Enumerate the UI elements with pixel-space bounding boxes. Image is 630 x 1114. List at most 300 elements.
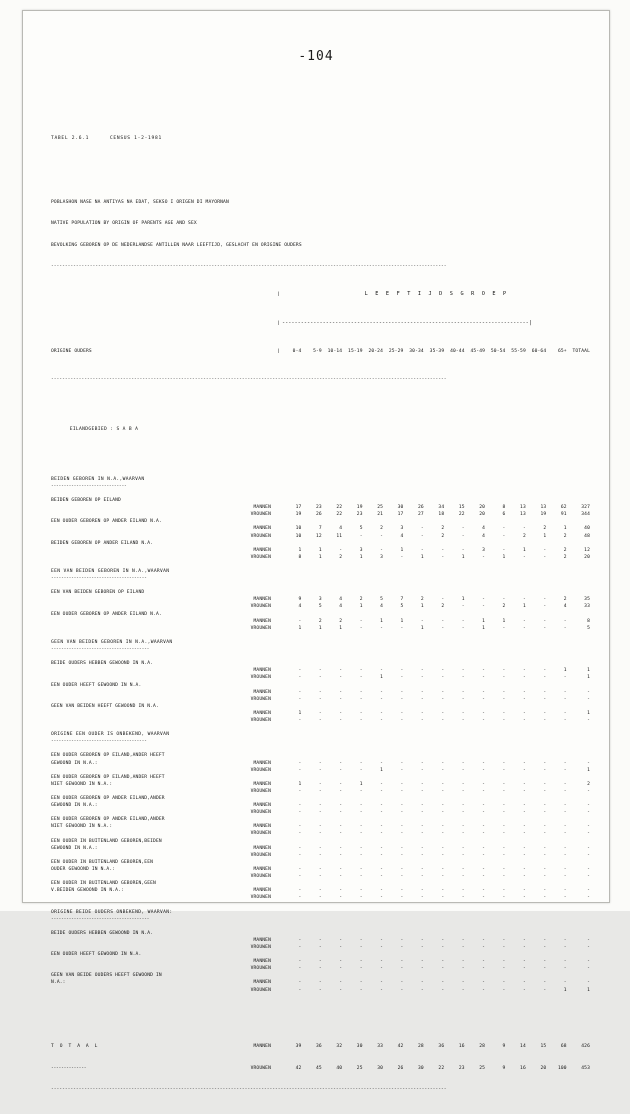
female-cell: - bbox=[420, 874, 424, 880]
column-header: 50-54 bbox=[490, 349, 506, 355]
group-label-line: BEIDEN GEBOREN OP ANDER EILAND N.A. bbox=[51, 540, 154, 546]
male-cell: 5 bbox=[359, 526, 363, 532]
male-cell: - bbox=[359, 980, 363, 986]
female-cell: - bbox=[482, 895, 486, 901]
female-cell: - bbox=[339, 831, 343, 837]
female-cell: - bbox=[482, 944, 486, 950]
male-cell: - bbox=[563, 618, 567, 624]
total-male-cell: 33 bbox=[377, 1044, 384, 1050]
male-cell: - bbox=[522, 888, 526, 894]
data-row-female bbox=[51, 987, 591, 994]
title-dutch: BEVOLKING GEBOREN OP DE NEDERLANDSE ANTILLEN NAAR LEEFTIJD, GESLACHT EN ORIGINE OUDERS bbox=[51, 242, 302, 248]
male-cell: 2 bbox=[339, 618, 343, 624]
female-cell: - bbox=[441, 895, 445, 901]
male-cell: 12 bbox=[584, 547, 590, 553]
male-cell: - bbox=[441, 760, 445, 766]
section-underline: --------------------------------------- bbox=[51, 916, 150, 922]
female-cell: - bbox=[380, 874, 384, 880]
male-cell: - bbox=[380, 689, 384, 695]
female-cell: - bbox=[318, 696, 322, 702]
female-cell: - bbox=[420, 831, 424, 837]
data-row-female bbox=[51, 674, 591, 681]
male-cell: - bbox=[543, 845, 547, 851]
data-row-female bbox=[51, 852, 591, 859]
male-cell: 15 bbox=[458, 505, 465, 511]
male-cell: - bbox=[543, 980, 547, 986]
female-cell: - bbox=[420, 717, 424, 723]
male-cell: - bbox=[441, 866, 445, 872]
total-row-male bbox=[51, 1043, 591, 1050]
male-cell: - bbox=[543, 597, 547, 603]
female-cell: 1 bbox=[420, 554, 424, 560]
female-cell: - bbox=[482, 966, 486, 972]
male-cell: - bbox=[359, 803, 363, 809]
male-cell: - bbox=[522, 824, 526, 830]
male-cell: - bbox=[420, 618, 424, 624]
female-cell: - bbox=[563, 966, 567, 972]
female-cell: - bbox=[380, 625, 384, 631]
sex-label-female: VROUWEN bbox=[250, 554, 271, 560]
row-divider bbox=[275, 710, 282, 717]
spacer bbox=[51, 653, 591, 660]
male-cell: - bbox=[298, 689, 302, 695]
female-cell: - bbox=[441, 717, 445, 723]
female-cell: - bbox=[420, 944, 424, 950]
male-cell: - bbox=[318, 980, 322, 986]
male-cell: - bbox=[380, 866, 384, 872]
row-divider bbox=[275, 894, 282, 901]
female-cell: 3 bbox=[380, 554, 384, 560]
male-cell: - bbox=[502, 710, 506, 716]
male-cell: 1 bbox=[522, 547, 526, 553]
male-cell: - bbox=[441, 781, 445, 787]
female-cell: 1 bbox=[563, 987, 567, 993]
male-cell: - bbox=[522, 689, 526, 695]
female-cell: - bbox=[380, 895, 384, 901]
sex-label-male: MANNEN bbox=[253, 618, 271, 624]
male-cell: - bbox=[563, 781, 567, 787]
male-cell: - bbox=[359, 959, 363, 965]
female-cell: 1 bbox=[587, 675, 590, 681]
male-cell: - bbox=[420, 959, 424, 965]
female-cell: - bbox=[359, 717, 363, 723]
male-cell: - bbox=[502, 937, 506, 943]
female-cell: - bbox=[298, 767, 302, 773]
group-label-line: BEIDEN GEBOREN OP EILAND bbox=[51, 498, 121, 504]
female-cell: 2 bbox=[563, 533, 567, 539]
male-cell: - bbox=[543, 781, 547, 787]
female-cell: - bbox=[380, 696, 384, 702]
female-cell: - bbox=[502, 852, 506, 858]
data-row-male bbox=[51, 887, 591, 894]
column-header: 45-49 bbox=[470, 349, 486, 355]
male-cell: - bbox=[522, 959, 526, 965]
female-cell: - bbox=[522, 788, 526, 794]
section-heading: BEIDEN GEBOREN IN N.A.,WAARVAN bbox=[51, 476, 145, 482]
male-cell: - bbox=[502, 781, 506, 787]
female-cell: - bbox=[502, 895, 506, 901]
female-cell: - bbox=[543, 944, 547, 950]
row-divider bbox=[275, 625, 282, 632]
male-cell: - bbox=[400, 980, 404, 986]
male-cell: - bbox=[420, 937, 424, 943]
total-female-cell: 16 bbox=[520, 1065, 526, 1071]
female-cell: - bbox=[441, 874, 445, 880]
male-cell: - bbox=[502, 760, 506, 766]
male-cell: - bbox=[380, 668, 384, 674]
total-male-cell: 32 bbox=[336, 1044, 343, 1050]
age-group-title: L E E F T I J D S G R O E P bbox=[364, 291, 509, 298]
group-label-line: GEEN VAN BEIDE OUDERS HEEFT GEWOOND IN bbox=[51, 973, 162, 979]
male-cell: - bbox=[461, 689, 465, 695]
male-cell: - bbox=[380, 959, 384, 965]
total-female-cell: 20 bbox=[540, 1065, 547, 1071]
female-cell: - bbox=[543, 831, 547, 837]
female-cell: - bbox=[298, 944, 302, 950]
sex-label-male: MANNEN bbox=[253, 937, 271, 943]
female-cell: - bbox=[400, 966, 404, 972]
female-cell: 22 bbox=[458, 512, 465, 518]
data-row-female bbox=[51, 809, 591, 816]
group-label-line: N.A.: bbox=[51, 980, 66, 986]
male-cell: - bbox=[318, 888, 322, 894]
female-cell: - bbox=[359, 831, 363, 837]
male-cell: - bbox=[543, 668, 547, 674]
total-male-cell: 30 bbox=[356, 1044, 363, 1050]
female-cell: - bbox=[359, 625, 363, 631]
male-cell: - bbox=[441, 547, 445, 553]
female-cell: - bbox=[441, 966, 445, 972]
column-header: 30-34 bbox=[409, 349, 424, 355]
male-cell: 2 bbox=[420, 597, 424, 603]
section-heading: ORIGINE EEN OUDER IS ONBEKEND, WAARVAN bbox=[51, 732, 170, 738]
female-cell: - bbox=[543, 717, 547, 723]
male-cell: - bbox=[587, 803, 590, 809]
census-date: CENSUS 1-2-1981 bbox=[109, 136, 162, 142]
female-cell: - bbox=[563, 675, 567, 681]
female-cell: - bbox=[420, 966, 424, 972]
male-cell: 5 bbox=[380, 597, 384, 603]
data-row-female bbox=[51, 625, 591, 632]
stub-label: ORIGINE OUDERS bbox=[51, 349, 92, 355]
row-divider bbox=[275, 979, 282, 986]
female-cell: - bbox=[543, 852, 547, 858]
male-cell: - bbox=[482, 937, 486, 943]
female-cell: - bbox=[318, 675, 322, 681]
sex-label-female: VROUWEN bbox=[250, 675, 271, 681]
group-label-line: GEWOOND IN N.A.: bbox=[51, 845, 98, 851]
male-cell: - bbox=[461, 866, 465, 872]
male-cell: - bbox=[298, 866, 302, 872]
female-cell: - bbox=[461, 944, 465, 950]
male-cell: - bbox=[502, 689, 506, 695]
female-cell: - bbox=[522, 895, 526, 901]
data-row-female bbox=[51, 894, 591, 901]
group-label-line: V.BEIDEN GEWOOND IN N.A.: bbox=[51, 888, 124, 894]
row-divider bbox=[275, 767, 282, 774]
row-divider bbox=[275, 547, 282, 554]
male-cell: 1 bbox=[298, 781, 302, 787]
column-header: 5-9 bbox=[313, 349, 322, 355]
female-cell: - bbox=[522, 810, 526, 816]
total-female-cell: 30 bbox=[418, 1065, 424, 1071]
male-cell: - bbox=[563, 980, 567, 986]
female-cell: - bbox=[298, 831, 302, 837]
male-cell: - bbox=[400, 845, 404, 851]
male-cell: - bbox=[318, 937, 322, 943]
male-cell: - bbox=[400, 689, 404, 695]
sex-label-female: VROUWEN bbox=[250, 604, 271, 610]
male-cell: 1 bbox=[502, 618, 506, 624]
male-cell: - bbox=[380, 824, 384, 830]
male-cell: - bbox=[461, 710, 465, 716]
total-male-cell: 15 bbox=[540, 1044, 547, 1050]
male-cell: 1 bbox=[482, 618, 486, 624]
sex-label-male: MANNEN bbox=[253, 505, 271, 511]
female-cell: - bbox=[563, 810, 567, 816]
male-cell: 1 bbox=[587, 710, 590, 716]
male-cell: - bbox=[563, 710, 567, 716]
data-row-male bbox=[51, 710, 591, 717]
male-cell: 1 bbox=[298, 710, 302, 716]
rule-top: ----------------------------------------------------------------------------------------------------------------------------------------------- bbox=[51, 263, 447, 269]
female-cell: 4 bbox=[380, 604, 384, 610]
rule-header-inner: -------------------------------------------------------------------------------| bbox=[282, 319, 532, 326]
male-cell: 2 bbox=[359, 597, 363, 603]
spacer bbox=[51, 582, 591, 589]
male-cell: - bbox=[502, 547, 506, 553]
male-cell: - bbox=[543, 937, 547, 943]
male-cell: 2 bbox=[563, 547, 567, 553]
sex-label-male: MANNEN bbox=[253, 597, 271, 603]
sex-label-male: MANNEN bbox=[253, 803, 271, 809]
sex-label-female: VROUWEN bbox=[250, 966, 271, 972]
male-cell: - bbox=[522, 803, 526, 809]
female-cell: - bbox=[441, 675, 445, 681]
total-male-cell: 426 bbox=[581, 1044, 590, 1050]
female-cell: - bbox=[441, 831, 445, 837]
female-cell: - bbox=[563, 717, 567, 723]
female-cell: - bbox=[298, 895, 302, 901]
male-cell: - bbox=[563, 959, 567, 965]
male-cell: - bbox=[461, 959, 465, 965]
male-cell: - bbox=[543, 803, 547, 809]
female-cell: - bbox=[359, 696, 363, 702]
male-cell: 9 bbox=[298, 597, 302, 603]
female-cell: - bbox=[400, 874, 404, 880]
group-label-line: EEN OUDER GEBOREN OP ANDER EILAND,ANDER bbox=[51, 817, 165, 823]
data-row-female bbox=[51, 533, 591, 540]
female-cell: - bbox=[400, 717, 404, 723]
male-cell: - bbox=[400, 781, 404, 787]
female-cell: - bbox=[318, 717, 322, 723]
male-cell: 2 bbox=[563, 597, 567, 603]
total-female-cell: 100 bbox=[557, 1065, 567, 1071]
male-cell: - bbox=[359, 888, 363, 894]
male-cell: - bbox=[482, 689, 486, 695]
male-cell: - bbox=[543, 824, 547, 830]
male-cell: - bbox=[482, 760, 486, 766]
data-row-male bbox=[51, 618, 591, 625]
group-label-line: NIET GEWOOND IN N.A.: bbox=[51, 824, 113, 830]
male-cell: - bbox=[298, 937, 302, 943]
female-cell: - bbox=[380, 810, 384, 816]
group-label-line: EEN OUDER GEBOREN OP ANDER EILAND N.A. bbox=[51, 519, 162, 525]
female-cell: - bbox=[543, 604, 547, 610]
male-cell: - bbox=[318, 824, 322, 830]
female-cell: - bbox=[461, 675, 465, 681]
female-cell: - bbox=[543, 987, 547, 993]
male-cell: 35 bbox=[584, 597, 590, 603]
female-cell: - bbox=[502, 533, 506, 539]
male-cell: 8 bbox=[502, 505, 506, 511]
female-cell: - bbox=[522, 625, 526, 631]
row-divider bbox=[275, 873, 282, 880]
rule-under-headers: ----------------------------------------------------------------------------------------------------------------------------------------------- bbox=[51, 377, 447, 383]
table-body bbox=[51, 476, 591, 1001]
female-cell: - bbox=[359, 874, 363, 880]
data-row-male bbox=[51, 781, 591, 788]
female-cell: - bbox=[441, 810, 445, 816]
male-cell: - bbox=[420, 888, 424, 894]
female-cell: 1 bbox=[359, 554, 363, 560]
female-cell: - bbox=[298, 696, 302, 702]
sex-label-female: VROUWEN bbox=[250, 987, 271, 993]
male-cell: - bbox=[522, 980, 526, 986]
female-cell: 1 bbox=[482, 625, 486, 631]
sex-label-female: VROUWEN bbox=[250, 625, 271, 631]
male-cell: - bbox=[522, 618, 526, 624]
male-cell: - bbox=[339, 710, 343, 716]
male-cell: 4 bbox=[482, 526, 486, 532]
column-header: TOTAAL bbox=[572, 349, 590, 355]
group-label-line: EEN OUDER HEEFT GEWOOND IN N.A. bbox=[51, 682, 142, 688]
male-cell: - bbox=[461, 668, 465, 674]
male-cell: - bbox=[522, 781, 526, 787]
spacer bbox=[51, 490, 591, 497]
female-cell: - bbox=[543, 675, 547, 681]
female-cell: 1 bbox=[420, 604, 424, 610]
female-cell: - bbox=[587, 966, 590, 972]
female-cell: - bbox=[339, 874, 343, 880]
male-cell: - bbox=[563, 866, 567, 872]
male-cell: 13 bbox=[540, 505, 547, 511]
female-cell: - bbox=[420, 852, 424, 858]
female-cell: - bbox=[339, 852, 343, 858]
male-cell: 327 bbox=[581, 505, 590, 511]
data-row-female bbox=[51, 830, 591, 837]
male-cell: - bbox=[563, 824, 567, 830]
female-cell: - bbox=[587, 895, 590, 901]
female-cell: - bbox=[461, 696, 465, 702]
male-cell: - bbox=[359, 866, 363, 872]
male-cell: - bbox=[461, 980, 465, 986]
total-male-cell: 36 bbox=[315, 1044, 322, 1050]
female-cell: 2 bbox=[502, 604, 506, 610]
data-row-male bbox=[51, 760, 591, 767]
male-cell: - bbox=[461, 824, 465, 830]
female-cell: - bbox=[339, 767, 343, 773]
male-cell: - bbox=[502, 845, 506, 851]
male-cell: - bbox=[441, 959, 445, 965]
female-cell: 19 bbox=[295, 512, 302, 518]
data-row-female bbox=[51, 944, 591, 951]
male-cell: 7 bbox=[318, 526, 322, 532]
male-cell: - bbox=[587, 760, 590, 766]
female-cell: - bbox=[380, 987, 384, 993]
female-cell: - bbox=[441, 944, 445, 950]
male-cell: 30 bbox=[397, 505, 404, 511]
male-cell: - bbox=[359, 845, 363, 851]
group-label-line: EEN OUDER GEBOREN OP ANDER EILAND,ANDER bbox=[51, 796, 165, 801]
group-label-line: NIET GEWOOND IN N.A.: bbox=[51, 781, 113, 787]
female-cell: - bbox=[400, 788, 404, 794]
row-divider bbox=[275, 667, 282, 674]
female-cell: - bbox=[502, 767, 506, 773]
male-cell: - bbox=[461, 781, 465, 787]
male-cell: - bbox=[318, 710, 322, 716]
female-cell: - bbox=[298, 852, 302, 858]
female-cell: - bbox=[420, 675, 424, 681]
row-divider bbox=[275, 845, 282, 852]
paper-sheet bbox=[22, 10, 610, 1092]
group-label-line: EEN OUDER IN BUITENLAND GEBOREN,GEEN bbox=[51, 881, 156, 887]
male-cell: - bbox=[587, 888, 590, 894]
sex-label-male: MANNEN bbox=[253, 547, 271, 553]
female-cell: 48 bbox=[584, 533, 590, 539]
group-label-line: BEIDE OUDERS HEBBEN GEWOOND IN N.A. bbox=[51, 930, 154, 936]
total-male-cell: 42 bbox=[397, 1044, 404, 1050]
female-cell: - bbox=[318, 966, 322, 972]
female-cell: - bbox=[318, 810, 322, 816]
female-cell: - bbox=[339, 788, 343, 794]
male-cell: - bbox=[563, 937, 567, 943]
male-cell: - bbox=[420, 781, 424, 787]
female-cell: - bbox=[587, 874, 590, 880]
spacer bbox=[51, 561, 591, 568]
column-header: 35-39 bbox=[429, 349, 445, 355]
data-row-male bbox=[51, 689, 591, 696]
male-cell: - bbox=[587, 866, 590, 872]
male-cell: - bbox=[461, 526, 465, 532]
male-cell: - bbox=[420, 668, 424, 674]
male-cell: - bbox=[339, 689, 343, 695]
male-cell: - bbox=[441, 618, 445, 624]
male-cell: - bbox=[298, 668, 302, 674]
sex-label-female: VROUWEN bbox=[250, 852, 271, 858]
female-cell: - bbox=[318, 767, 322, 773]
row-divider bbox=[275, 781, 282, 788]
male-cell: - bbox=[522, 866, 526, 872]
male-cell: - bbox=[400, 888, 404, 894]
male-cell: 3 bbox=[359, 547, 363, 553]
male-cell: 3 bbox=[318, 597, 322, 603]
sex-label-female: VROUWEN bbox=[250, 1065, 271, 1071]
male-cell: - bbox=[380, 547, 384, 553]
female-cell: - bbox=[502, 874, 506, 880]
male-cell: - bbox=[441, 888, 445, 894]
total-female-cell: 26 bbox=[397, 1065, 404, 1071]
male-cell: - bbox=[400, 866, 404, 872]
male-cell: - bbox=[339, 980, 343, 986]
male-cell: - bbox=[441, 689, 445, 695]
data-row-male bbox=[51, 958, 591, 965]
data-row-male bbox=[51, 866, 591, 873]
female-cell: - bbox=[461, 852, 465, 858]
total-female-cell: 40 bbox=[336, 1065, 343, 1071]
data-row-male bbox=[51, 596, 591, 603]
sex-label-female: VROUWEN bbox=[250, 831, 271, 837]
